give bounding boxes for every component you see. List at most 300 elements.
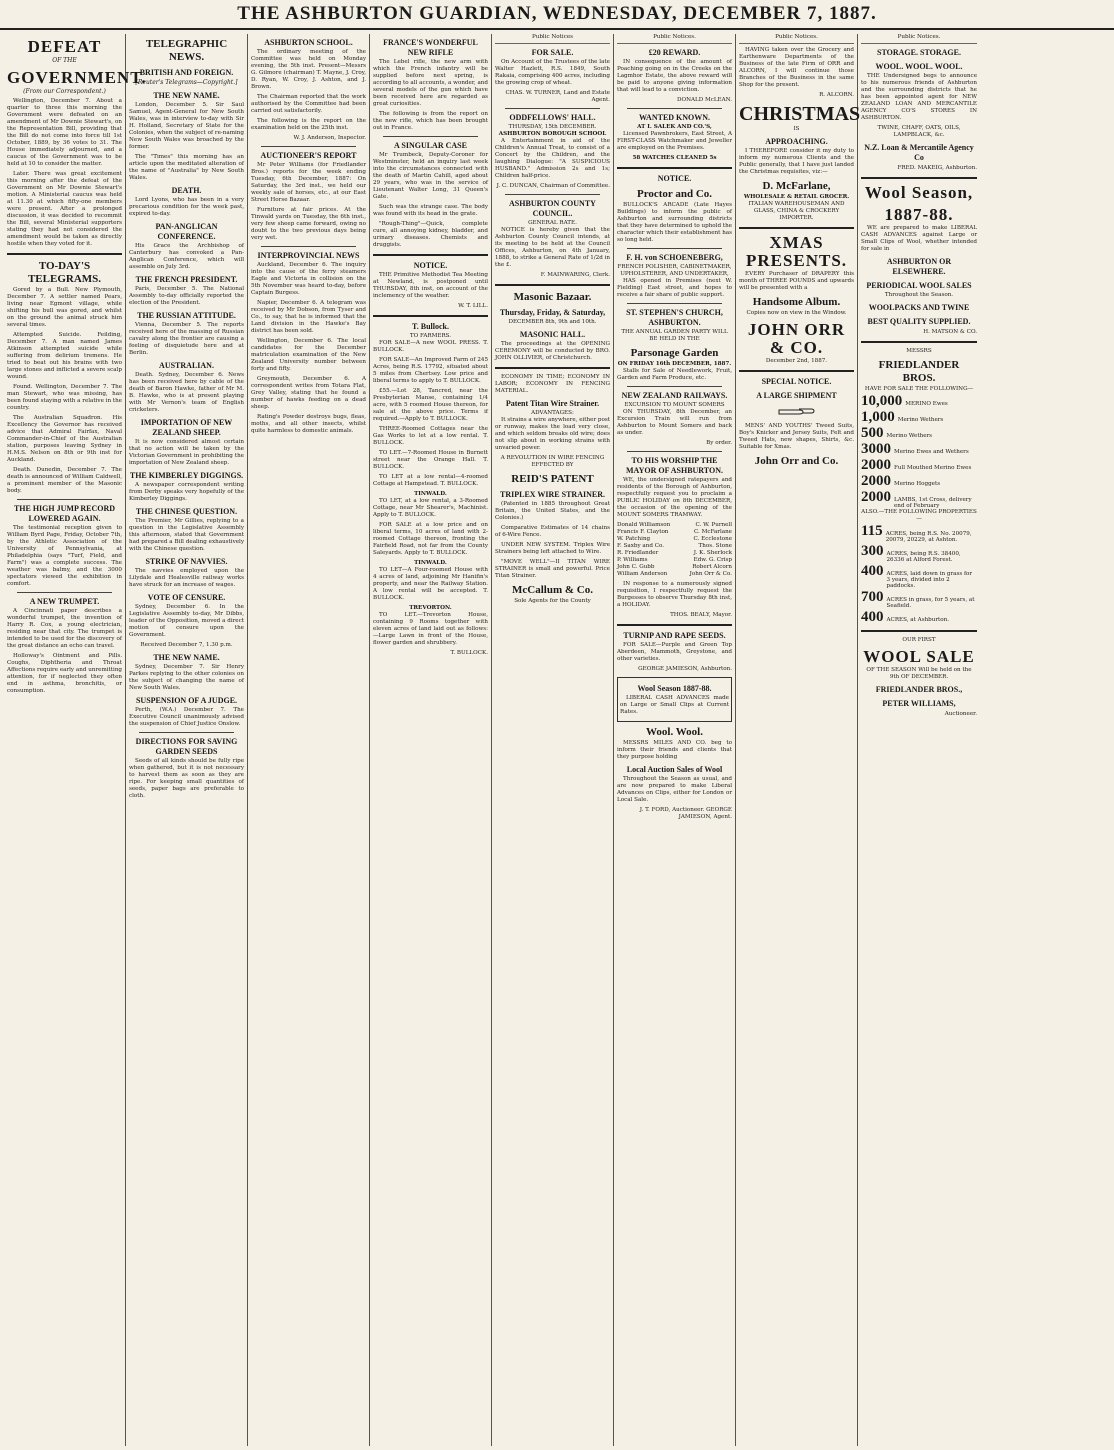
- ad-heading-season-year: 1887-88.: [884, 205, 954, 224]
- name-row: [617, 536, 732, 543]
- ad-heading: WANTED KNOWN.: [638, 113, 711, 122]
- ad-heading: BEST QUALITY SUPPLIED.: [867, 317, 971, 326]
- article-paragraph: Attempted Suicide. Feilding, December 7. A man named James Atkinson attempted suicide while suffering from delirium tremens. He tried to beat out his brains with two large stones and inflicted a severe scalp wound.: [7, 332, 122, 380]
- name: Francis F. Clayton: [617, 529, 669, 535]
- article-paragraph: Death. Sydney, December 6. News has been received here by cable of the death of Baron Hawke, father of Mr M. B. Hawke, who is at present playing with Mr Vernon's team of English cricketers.: [129, 372, 244, 413]
- article-paragraph: Wellington, December 6. The local candidates for the December matriculation examination of the New Zealand University number between forty and fifty.: [251, 338, 366, 372]
- headline-garden-seeds: DIRECTIONS FOR SAVING GARDEN SEEDS: [135, 737, 238, 756]
- divider: [627, 303, 722, 304]
- classified-ad: THE Undersigned begs to announce to his numerous friends of Ashburton and the surrounding districts that he has been appointed agent for NEW ZEALAND LOAN AND MERCANTILE AGENCY CO'S STORES IN ASHBURTON.: [861, 73, 977, 121]
- ad-subheading: Copies now on view in the Window.: [746, 310, 847, 316]
- masthead: THE ASHBURTON GUARDIAN, WEDNESDAY, DECEMBER 7, 1887.: [0, 0, 1114, 30]
- ad-subheading: GENERAL RATE.: [528, 220, 577, 226]
- classified-ad: The proceedings at the OPENING CEREMONY will be conducted by BRO. JOHN OLLIVIER, of Christchurch.: [495, 341, 610, 361]
- ad-subheading: FRENCH POLISHER, CABINETMAKER, UPHOLSTERER, AND UNDERTAKER,: [617, 264, 732, 277]
- classified-ad: WE, the undersigned ratepayers and residents of the Borough of Ashburton, respectfully request you to proclaim a PUBLIC HOLIDAY on 8th DECEMBER, the occasion of the opening of the MOUNT SOMERS TRAMWAY.: [617, 477, 732, 518]
- sheep-count: 500: [861, 425, 884, 441]
- ad-heading-nz-loan: N.Z. Loan & Mercantile Agency Co: [864, 143, 974, 162]
- classified-ad: "MOVE WELL"—II TITAN WIRE STRAINER is small and powerful. Price Titan Strainer.: [495, 559, 610, 579]
- article-paragraph: Paris, December 5. The National Assembly to-day officially reported the election of the President.: [129, 286, 244, 306]
- divider: [861, 177, 977, 179]
- column-5: [492, 34, 614, 1446]
- article-paragraph: The following is the report on the examination held on the 25th inst.: [251, 118, 366, 131]
- article-paragraph: Napier, December 6. A telegram was received by Mr Dobson, from Tyser and Co., to say, that he is informed that the Land division in the Hawke's Bay district has been sold.: [251, 300, 366, 334]
- signature: F. MAINWARING, Clerk.: [540, 272, 610, 278]
- classified-ad: IN consequence of the amount of Poaching going on in the Creeks on the Lagmhor Estate, the above reward will be paid to anyone giving information that will lead to a conviction.: [617, 59, 732, 93]
- headline-interprovincial: INTERPROVINCIAL NEWS: [257, 251, 360, 260]
- classified-ad: UNDER NEW SYSTEM. Triplex Wire Strainers being left attached to Wire.: [495, 542, 610, 555]
- name: R. Friedlander: [617, 550, 659, 556]
- signature: R. ALCORN.: [819, 92, 854, 98]
- sheep-row: [861, 489, 977, 509]
- signature: Auctioneer.: [944, 711, 977, 717]
- ad-subheading: A REVOLUTION IN WIRE FENCING EFFECTED BY: [500, 455, 605, 468]
- ad-heading: TREVORTON.: [409, 605, 452, 611]
- pointing-hand-icon: [777, 405, 817, 419]
- ad-heading: TINWALD.: [414, 560, 447, 566]
- ad-subheading: ITALIAN WAREHOUSEMAN AND GLASS, CHINA & CROCKERY IMPORTER.: [748, 201, 845, 221]
- headline-notice: NOTICE.: [413, 261, 448, 270]
- ad-heading-titan: Patent Titan Wire Strainer.: [505, 399, 600, 408]
- classified-ad: It strains a wire anywhere, either post or runway, makes the load very close, and which seldom breaks old wire; does not slip about in working strains with unvaried power.: [495, 417, 610, 451]
- ad-subheading: HAVE FOR SALE THE FOLLOWING—: [864, 386, 974, 392]
- headline-of-the: OF THE: [52, 57, 77, 64]
- classified-ad: FOR SALE at a low price and on liberal terms, 10 acres of land with 2-roomed Cottage thereon, fronting the Fairfield Road, not far from the County Saleyards. Apply to T. BULLOCK.: [373, 522, 488, 556]
- ad-heading: PERIODICAL WOOL SALES: [866, 281, 972, 290]
- article-paragraph: Rating's Powder destroys bugs, fleas, moths, and all other insects, whilst quite harmless to domestic animals.: [251, 414, 366, 434]
- property-desc: ACRES, laid down in grass for 3 years, divided into 2 paddocks.: [886, 571, 973, 589]
- property-row: [861, 609, 977, 625]
- section-label: Public Notices.: [861, 34, 977, 44]
- column-1: [4, 34, 147, 1446]
- property-row: [861, 563, 977, 589]
- ad-heading-peter-williams: PETER WILLIAMS,: [882, 699, 956, 708]
- headline-auctioneers-report: AUCTIONEER'S REPORT: [260, 151, 357, 160]
- ad-heading: £20 REWARD.: [648, 48, 701, 57]
- divider: [617, 167, 732, 169]
- name: John Orr & Co.: [689, 571, 732, 577]
- section-label: Public Notices.: [739, 34, 854, 44]
- divider: [495, 284, 610, 286]
- article-paragraph: London, December 5. Sir Saul Samuel, Agent-General for New South Wales, was in interview to-day with Sir H. Holland, Secretary of State for the Colonies, when the subject of re-naming New South Wales was broached by the former.: [129, 102, 244, 150]
- ad-heading-parsonage: Parsonage Garden: [630, 347, 719, 359]
- article-paragraph: Mr Trumbeck, Deputy-Coroner for Westminster, held an inquiry last week into the circumstances connected with the death of Martin Cahill, aged about 29 years, who was in the service of Lieutenant Walter Long, 31 Queen's Gate.: [373, 152, 488, 200]
- ad-subheading: ADVANTAGES:: [531, 410, 574, 416]
- ad-heading: NOTICE.: [657, 174, 692, 183]
- ad-subheading: OUR FIRST: [902, 637, 936, 643]
- ad-subheading: OF THE SEASON Will be held on the 9th OF DECEMBER.: [866, 667, 972, 680]
- ad-subheading: MASONIC HALL.: [519, 330, 586, 339]
- article-paragraph: Later. There was great excitement this morning after the defeat of the Government on Mr Downie Stewart's motion. A Ministerial caucus was held at 11.30 at which fifty-one members were present. After a prolonged discussion, it was decided to recommit the Bill, several Ministerial supporters stating they had not considered the amendment would be taken as directly hostile when they voted for it.: [7, 171, 122, 247]
- ad-heading-mcfarlane: D. McFarlane,: [762, 180, 831, 192]
- divider: [627, 108, 722, 109]
- headline-vote-censure: VOTE OF CENSURE.: [147, 593, 226, 602]
- signature: J. T. FORD, Auctioneer. GEORGE JAMIESON, Agent.: [639, 807, 732, 820]
- divider: [495, 367, 610, 369]
- headline-todays-telegrams: TO-DAY'S TELEGRAMS.: [27, 260, 102, 285]
- ad-heading-wool-season: Wool Season,: [864, 183, 974, 202]
- sheep-desc: Merino Hoggets: [894, 481, 941, 487]
- section-label: Public Notices.: [617, 34, 732, 44]
- name: John C. Gubb: [617, 564, 655, 570]
- column-4: [370, 34, 492, 1446]
- sheep-row: [861, 473, 977, 489]
- name: P. Williams: [617, 557, 648, 563]
- sheep-desc: Full Mouthed Merino Ewes: [894, 465, 972, 471]
- article-paragraph: The following is from the report on the new rifle, which has been brought out in France.: [373, 111, 488, 131]
- ad-heading-mccallum: McCallum & Co.: [512, 584, 593, 596]
- sheep-count: 10,000: [861, 393, 903, 409]
- ad-heading-wool: Wool. Wool.: [646, 726, 703, 738]
- classified-ad: Throughout the Season as usual, and are now prepared to make Liberal Advances on Clips, either for London or Local Sale.: [617, 776, 732, 803]
- article-paragraph: Auckland, December 6. The inquiry into the cause of the ferry steamers Eagle and Victoria in collision on the 5th November was heard to-day, before Captain Burgess.: [251, 262, 366, 296]
- article-paragraph: Wellington, December 7. About a quarter to three this morning the Government were defeated on an amendment of Mr Downie Stewart's, on the Representation Bill, providing that the Bill do not come into force till 1st October, 1889, by 36 votes to 31. The House immediately adjourned, and a caucus of the Government was to be held at 10 to consider the matter.: [7, 98, 122, 167]
- headline-french-president: THE FRENCH PRESIDENT.: [135, 275, 238, 284]
- article-paragraph: Mr Peter Williams (for Friedlander Bros.) reports for the week ending Tuesday, 6th December, 1887: On Saturday, the 3rd inst., we held our weekly sale of horses, etc., at our East Street Horse Bazaar.: [251, 162, 366, 203]
- divider: [373, 254, 488, 256]
- article-paragraph: The Australian Squadron. His Excellency the Governor has received advice that Admiral Fairfax, Naval Commander-in-Chief of the Australian station, purposes leaving Sydney in H.M.S. Nelson on 8th or 9th inst for Auckland.: [7, 415, 122, 463]
- article-paragraph: Sydney, December 7. Sir Henry Parkes replying to the other colonies on the subject of changing the name of New South Wales.: [129, 664, 244, 691]
- classified-ad: A Entertainment in aid of the Children's Annual Treat, to consist of a Concert by the Children, and the laughing Dialogue: "A SUSPICIOUS HUSBAND." Admission 2s and 1s; Children half-price.: [495, 138, 610, 179]
- ad-subheading: IS: [793, 126, 800, 132]
- requisition-names: [617, 522, 732, 578]
- name-row: [617, 550, 732, 557]
- article-paragraph: "Rough-Thing"—Quick, complete cure, all annoying kidney, bladder, and urinary diseases. Chemists and druggists.: [373, 221, 488, 248]
- ad-subheading: WHOLESALE & RETAIL GROCER.: [743, 194, 850, 200]
- name: W. Patching: [617, 536, 651, 542]
- classified-ad: EVERY Purchaser of DRAPERY this month of THREE POUNDS and upwards will be presented with a: [739, 271, 854, 291]
- ad-heading-schoeneberg: F. H. von SCHOENEBERG,: [626, 253, 723, 262]
- classified-ad: On Account of the Trustees of the late Walter Hazlett, R.S. 1849, South Rakaia, comprising 400 acres, including the growing crop of wheat.: [495, 59, 610, 86]
- headline-defeat: DEFEAT: [27, 37, 102, 56]
- sheep-row: [861, 457, 977, 473]
- notice-paragraph: THE Primitive Methodist Tea Meeting at Newland, is postponed until THURSDAY, 8th inst, on account of the inclemency of the weather.: [373, 272, 488, 299]
- name-row: [617, 522, 732, 529]
- sheep-count: 1,000: [861, 409, 895, 425]
- property-desc: ACRES in grass, for 5 years, at Seafield.: [886, 597, 975, 609]
- divider: [617, 624, 732, 626]
- divider: [7, 253, 122, 255]
- article-paragraph: Lord Lyons, who has been in a very precarious condition for the week past, expired to-day.: [129, 197, 244, 217]
- sheep-row: [861, 409, 977, 425]
- property-desc: ACRES, at Ashburton.: [886, 617, 950, 623]
- property-desc: ACRES, being R.S. 38400, 26336 at Alford Forest.: [886, 551, 961, 563]
- headline-nz-sheep: IMPORTATION OF NEW ZEALAND SHEEP.: [140, 418, 233, 437]
- property-desc: ACRES, being R.S. No. 20079, 20079, 20229, at Ashton.: [885, 531, 972, 543]
- article-paragraph: Holloway's Ointment and Pills. Coughs, Diphtheria and Throat Affections require early and unremitting attention, for if neglected they often end in asthma, bronchitis, or consumption.: [7, 653, 122, 694]
- ad-subheading: THE ANNUAL GARDEN PARTY WILL BE HELD IN THE: [621, 329, 728, 342]
- sheep-count: 2000: [861, 473, 891, 489]
- headline-chinese-question: THE CHINESE QUESTION.: [135, 507, 238, 516]
- ad-subheading: 58 WATCHES CLEANED 5s: [632, 155, 717, 161]
- ad-heading: ASHBURTON COUNTY COUNCIL.: [509, 199, 596, 218]
- divider: [261, 246, 356, 247]
- classified-ad: ECONOMY IN TIME; ECONOMY IN LABOR; ECONOMY IN FENCING MATERIAL.: [495, 374, 610, 394]
- headline-government: GOVERNMENT.: [7, 68, 147, 87]
- ad-heading: Local Auction Sales of Wool: [626, 765, 723, 774]
- headline-high-jump: THE HIGH JUMP RECORD LOWERED AGAIN.: [13, 504, 116, 523]
- ad-heading: WOOLPACKS AND TWINE: [868, 303, 970, 312]
- divider: [261, 146, 356, 147]
- columns: [0, 30, 1114, 1446]
- ad-subheading: Throughout the Season.: [884, 292, 954, 298]
- article-paragraph: The Premier, Mr Gillies, replying to a question in the Legislative Assembly this afternoon, stated that Government had prepared a Bill dealing exhaustively with the Chinese question.: [129, 518, 244, 552]
- name: Thos. Stone: [698, 543, 732, 549]
- ad-subheading: ASHBURTON BOROUGH SCHOOL: [498, 131, 607, 137]
- classified-ad: TO LET—A Four-roomed House with 4 acres of land, adjoining Mr Hanifin's property, and near the Railway Station. A low rental will be accepted. T. BULLOCK.: [373, 567, 488, 601]
- sheep-list: [861, 393, 977, 509]
- headline-death: DEATH.: [171, 186, 202, 195]
- classified-ad: HAS opened in Premises (next W. Fielding) East street, and hopes to receive a fair share of public support.: [617, 278, 732, 298]
- classified-ad: HAVING taken over the Grocery and Earthenware Departments of the Business of the late Firm of ORR and ALCORN, I will continue those Branches of the Business in the same Shop for the present.: [739, 47, 854, 88]
- headline-russian-attitude: THE RUSSIAN ATTITUDE.: [137, 311, 236, 320]
- signature: THOS. BEALY, Mayor.: [670, 612, 732, 618]
- classified-ad: BULLOCK'S ARCADE (Late Hayes Buildings) to inform the public of Ashburton and surrounding districts that they have determined to uphold the character which their establishment has so long held.: [617, 202, 732, 243]
- article-paragraph: It is now considered almost certain that no action will be taken by the Victorian Government in prohibiting the importation of New Zealand sheep.: [129, 439, 244, 466]
- ad-subheading: Thursday, Friday, & Saturday,: [499, 308, 606, 317]
- classified-ad: TO LET.—7-Roomed House in Burnett street near the Orange Hall. T. BULLOCK.: [373, 450, 488, 470]
- divider: [383, 136, 478, 137]
- divider: [861, 630, 977, 632]
- divider: [861, 341, 977, 343]
- wool-season-box: [617, 677, 732, 722]
- article-paragraph: Found. Wellington, December 7. The man Stewart, who was missing, has been found staying with a relative in the country.: [7, 384, 122, 411]
- ad-heading-john-orr: JOHN ORR & CO.: [747, 320, 846, 357]
- sheep-count: 2000: [861, 457, 891, 473]
- article-paragraph: The navvies employed upon the Lilydale and Healesville railway works have struck for an increase of wages.: [129, 568, 244, 588]
- ad-subheading: EXCURSION TO MOUNT SOMERS: [624, 402, 725, 408]
- ad-subheading: ALSO.—THE FOLLOWING PROPERTIES—: [861, 509, 977, 522]
- classified-ad: IN response to a numerously signed requisition, I respectfully request the Burgesses to observe Thursday 8th inst, a HOLIDAY.: [617, 581, 732, 608]
- classified-ad: FOR SALE—A new WOOL PRESS. T. BULLOCK.: [373, 340, 488, 353]
- divider: [627, 386, 722, 387]
- ad-heading-wool: WOOL. WOOL. WOOL.: [875, 62, 963, 71]
- ad-heading-shipment: A LARGE SHIPMENT: [756, 391, 837, 400]
- ad-heading-xmas-presents: XMAS PRESENTS.: [745, 233, 848, 270]
- headline-pan-anglican: PAN-ANGLICAN CONFERENCE.: [155, 222, 218, 241]
- classified-ad: TO LET, at a low rental, a 3-Roomed Cottage, near Mr Shearer's, Machinist. Apply to T. BULLOCK.: [373, 498, 488, 518]
- sheep-desc: Merino Wethers: [886, 433, 933, 439]
- ad-heading-christmas: CHRISTMAS: [739, 103, 861, 125]
- signature: J. C. DUNCAN, Chairman of Committee.: [496, 183, 610, 189]
- signature: CHAS. W. TURNER, Land and Estate Agent.: [505, 90, 610, 103]
- name: J. K. Sherlock: [693, 550, 732, 556]
- sheep-desc: LAMBS, 1st Cross, delivery end of February: [894, 497, 972, 509]
- classified-ad: WE are prepared to make LIBERAL CASH ADVANCES against Large or Small Clips of Wool, whether intended for sale in: [861, 225, 977, 252]
- signature: GEORGE JAMIESON, Ashburton.: [638, 666, 732, 672]
- received-line: Received December 7, 1.30 p.m.: [140, 642, 233, 648]
- signature: By order.: [706, 440, 732, 446]
- property-row: [861, 523, 977, 543]
- ad-date: December 2nd, 1887.: [765, 358, 828, 364]
- column-2: [126, 34, 248, 1446]
- ad-subheading: THURSDAY, 15th DECEMBER.: [508, 124, 597, 130]
- ad-heading: NEW ZEALAND RAILWAYS.: [621, 391, 728, 400]
- article-paragraph: Furniture at fair prices. At the Tinwald yards on Tuesday, the 6th inst., very few sheep came forward, owing no doubt to the two previous days being very wet.: [251, 207, 366, 241]
- divider: [139, 732, 234, 733]
- ad-heading-friedlander: FRIEDLANDER BROS.: [878, 359, 960, 384]
- headline-ashburton-school: ASHBURTON SCHOOL.: [264, 38, 353, 47]
- name: C. McFarlane: [693, 529, 732, 535]
- ad-subheading: AT I. SALEK AND CO.'S,: [637, 124, 712, 130]
- sheep-count: 3000: [861, 441, 891, 457]
- headline-new-name-2: THE NEW NAME.: [153, 653, 220, 662]
- classified-ad: TO LET at a low rental—4-roomed Cottage at Hampstead. T. BULLOCK.: [373, 474, 488, 487]
- column-7: [736, 34, 861, 1446]
- article-paragraph: Perth, (W.A.) December 7. The Executive Council unanimously advised the suspension of Chief Justice Onslow.: [129, 707, 244, 727]
- headline-telegraphic-news: TELEGRAPHIC NEWS.: [145, 38, 228, 63]
- classified-ad: THREE-Roomed Cottages near the Gas Works to let at a low rental. T. BULLOCK.: [373, 426, 488, 446]
- signature: W. T. LILL.: [458, 303, 488, 309]
- sheep-desc: Merino Wethers: [897, 417, 944, 423]
- ad-subheading: APPROACHING.: [765, 137, 828, 146]
- ad-items: TWINE, CHAFF, OATS, OILS, LAMPBLACK, &c.: [877, 125, 961, 138]
- ad-heading-reids: REID'S PATENT: [511, 473, 594, 485]
- ad-heading: ST. STEPHEN'S CHURCH, ASHBURTON.: [626, 308, 723, 327]
- headline-kimberley: THE KIMBERLEY DIGGINGS.: [129, 471, 244, 480]
- classified-ad: MESSRS MILES AND CO. beg to inform their friends and clients that they purpose holding: [617, 740, 732, 760]
- name-row: [617, 543, 732, 550]
- article-paragraph: Death. Dunedin, December 7. The death is announced of William Caldwell, a prominent member of the Masonic body.: [7, 467, 122, 494]
- divider: [17, 499, 112, 500]
- ad-subheading: TRIPLEX WIRE STRAINER.: [500, 490, 605, 499]
- ad-heading: ASHBURTON OR ELSEWHERE.: [886, 257, 952, 276]
- name: William Anderson: [617, 571, 668, 577]
- article-paragraph: Greymouth, December 6. A correspondent writes from Totara Flat, Grey Valley, stating that he found a number of hawks feeding on a dead sheep.: [251, 376, 366, 410]
- headline-strike: STRIKE OF NAVVIES.: [145, 557, 228, 566]
- ad-subheading: MESSRS: [906, 348, 932, 354]
- article-paragraph: The ordinary meeting of the Committee was held on Monday evening, the 5th inst. Present—Messrs G. Gilmore (chairman) T. Mayne, J. Croy, D. Ryan, W. Croy, J. Ashton, and J. Brown.: [251, 49, 366, 90]
- divider: [17, 592, 112, 593]
- source-line: [Reuter's Telegrams—Copyright.]: [135, 79, 238, 86]
- article-paragraph: The Lebel rifle, the new arm with which the French infantry will be supplied before next spring, is according to all accounts, a wonder, and several models of the gun which have been received here are regarded as great curiosities.: [373, 59, 488, 107]
- classified-ad: Comparative Estimates of 14 chains of 6-Wire Fence.: [495, 525, 610, 538]
- ad-heading-storage: STORAGE. STORAGE.: [877, 48, 961, 57]
- divider: [739, 227, 854, 229]
- sheep-row: [861, 425, 977, 441]
- classified-ad: FOR SALE—An Improved Farm of 245 Acres, being R.S. 17792, situated about 5 miles from Chertsey. Low price and liberal terms to apply to T. BULLOCK.: [373, 357, 488, 384]
- divider: [505, 194, 600, 195]
- column-6: [614, 34, 736, 1446]
- ad-heading: TO FARMERS.: [409, 333, 452, 339]
- property-row: [861, 543, 977, 563]
- article-paragraph: Gored by a Bull. New Plymouth, December 7. A settler named Pears, living near Egmont village, while shifting his bull was gored, and whilst on the ground the animal struck him several times.: [7, 287, 122, 328]
- article-paragraph: Such was the strange case. The body was found with its head in the grate.: [373, 204, 488, 217]
- classified-ad: MENS' AND YOUTHS' Tweed Suits, Boy's Knicker and Jersey Suits, Felt and Tweed Hats, new shapes, Shirts, &c. Suitable for Xmas.: [739, 423, 854, 450]
- acres: 700: [861, 589, 884, 605]
- headline-suspension: SUSPENSION OF A JUDGE.: [135, 696, 238, 705]
- acres: 400: [861, 563, 884, 579]
- headline-new-trumpet: A NEW TRUMPET.: [29, 597, 100, 606]
- column-8: [858, 34, 980, 1446]
- divider: [373, 315, 488, 317]
- article-paragraph: The "Times" this morning has an article upon the meditated alteration of the name of "Australia" by New South Wales.: [129, 154, 244, 181]
- classified-ad: £55.—Lot 28, Tancred, near the Presbyterian Manse, containing 1/4 acre, with 5 roomed House thereon, for sale at the above price. Terms if required.—Apply to T. BULLOCK.: [373, 388, 488, 422]
- subhead-british-foreign: BRITISH AND FOREIGN.: [139, 68, 234, 77]
- property-row: [861, 589, 977, 609]
- classified-ad: ON THURSDAY, 8th December, an Excursion Train will run from Ashburton to Mount Somers and back as under.: [617, 409, 732, 436]
- ad-heading-proctor: Proctor and Co.: [636, 188, 713, 200]
- signature: H. MATSON & CO.: [923, 329, 977, 335]
- name-row: [617, 529, 732, 536]
- ad-heading-album: Handsome Album.: [752, 296, 841, 308]
- sheep-count: 2000: [861, 489, 891, 505]
- divider: [627, 451, 722, 452]
- ad-heading-wool-sale: WOOL SALE: [863, 647, 975, 666]
- classified-ad: FOR SALE—Purple and Green Top Aberdeen, Mammoth, Greystone, and other varieties.: [617, 642, 732, 662]
- property-list: [861, 523, 977, 625]
- acres: 300: [861, 543, 884, 559]
- name: Donald Williamson: [617, 522, 671, 528]
- acres: 115: [861, 523, 883, 539]
- signature: FRED. MAKEIG, Ashburton.: [897, 165, 977, 171]
- headline-singular-case: A SINGULAR CASE: [394, 141, 467, 150]
- article-paragraph: Seeds of all kinds should be fully ripe when gathered, but it is not necessary to harvest them as soon as they are ripe. For keeping small quantities of seeds, paper bags are preferable to cloth.: [129, 758, 244, 799]
- article-paragraph: Vienna, December 5. The reports received here of the massing of Russian cavalry along the frontier are causing a feeling of disquietude here and at Berlin.: [129, 322, 244, 356]
- name-row: [617, 564, 732, 571]
- ad-subheading: ON FRIDAY 16th DECEMBER, 1887.: [617, 361, 732, 367]
- advertiser-name: T. Bullock.: [412, 322, 449, 331]
- headline-french-rifle: FRANCE'S WONDERFUL NEW RIFLE: [383, 38, 478, 57]
- sheep-row: [861, 393, 977, 409]
- classified-ad: I THEREFORE consider it my duty to inform my numerous Clients and the Public generally, that I have just landed the Christmas requisites, viz:—: [739, 148, 854, 175]
- signature: T. BULLOCK.: [450, 650, 488, 656]
- article-paragraph: Sydney, December 6. In the Legislative Assembly to-day, Mr Dibbs, leader of the Opposition, moved a direct motion of censure upon the Government.: [129, 604, 244, 638]
- classified-ad: Stalls for Sale of Needlework, Fruit, Garden and Farm Produce, etc.: [617, 368, 732, 381]
- ad-heading: TINWALD.: [414, 491, 447, 497]
- name: F. Saxby and Co.: [617, 543, 665, 549]
- divider: [505, 108, 600, 109]
- acres: 400: [861, 609, 884, 625]
- signature: DONALD McLEAN.: [677, 97, 732, 103]
- ad-heading: FOR SALE.: [531, 48, 574, 57]
- article-paragraph: His Grace the Archbishop of Canterbury has convoked a Pan-Anglican Conference, which will assemble on July 3rd.: [129, 243, 244, 270]
- ad-subheading: DECEMBER 8th, 9th and 10th.: [508, 319, 597, 325]
- name: C. W. Purnell: [695, 522, 732, 528]
- ad-heading: TO HIS WORSHIP THE MAYOR OF ASHBURTON.: [626, 456, 723, 475]
- classified-ad: Licensed Pawnbrokers, East Street, A FIRST-CLASS Watchmaker and Jeweller are employed on the Premises.: [617, 131, 732, 151]
- headline-australian: AUSTRALIAN.: [159, 361, 214, 370]
- name: C. Ecclestone: [693, 536, 732, 542]
- sheep-desc: MERINO Ewes: [905, 401, 948, 407]
- ad-heading: Wool Season 1887-88.: [637, 684, 712, 693]
- divider: [627, 248, 722, 249]
- article-paragraph: The Chairman reported that the work authorised by the Committee had been carried out satisfactorily.: [251, 94, 366, 114]
- name-row: [617, 571, 732, 578]
- ad-heading-john-orr-2: John Orr and Co.: [754, 455, 839, 467]
- classified-ad: NOTICE is hereby given that the Ashburton County Council intends, at its meeting to be held at the Council Offices, Ashburton, on 4th January, 1888, to strike a General Rate of 1/2d in the £.: [495, 227, 610, 268]
- column-3: [248, 34, 370, 1446]
- headline-new-name: THE NEW NAME.: [153, 91, 220, 100]
- section-label: Public Notices: [495, 34, 610, 44]
- source-line: (From our Correspondent.): [23, 88, 106, 95]
- classified-ad: LIBERAL CASH ADVANCES made on Large or Small Clips at Current Rates.: [620, 695, 729, 715]
- ad-heading-special-notice: SPECIAL NOTICE.: [761, 377, 832, 386]
- classified-ad: TO LET.—Trevorton House, containing 9 Rooms together with eleven acres of land laid out as follows:—Large Lawn in front of the House, flower garden and shrubbery.: [373, 612, 488, 646]
- divider: [739, 370, 854, 372]
- ad-subheading: Sole Agents for the County: [514, 598, 591, 604]
- name: Edw. G. Crisp: [693, 557, 732, 563]
- article-paragraph: The testimonial reception given to William Byrd Page, Friday, October 7th, by the Athletic Association of the University of Pennsylvania, at Philadelphia (says "Turf, Field, and Farm") was a complete success. The weather was balmy, and the 3000 spectators viewed the exhibition in comfort.: [7, 525, 122, 587]
- name: Robert Alcorn: [692, 564, 732, 570]
- ad-heading-friedlander-2: FRIEDLANDER BROS.,: [875, 685, 963, 694]
- name-row: [617, 557, 732, 564]
- sheep-desc: Merino Ewes and Wethers: [894, 449, 969, 455]
- signature: W. J. Anderson, Inspector.: [293, 135, 366, 141]
- classified-ad: (Patented in 1885 throughout Great Britain, the United States, and the Colonies.): [495, 501, 610, 521]
- sheep-row: [861, 441, 977, 457]
- ad-heading: ODDFELLOWS' HALL.: [509, 113, 596, 122]
